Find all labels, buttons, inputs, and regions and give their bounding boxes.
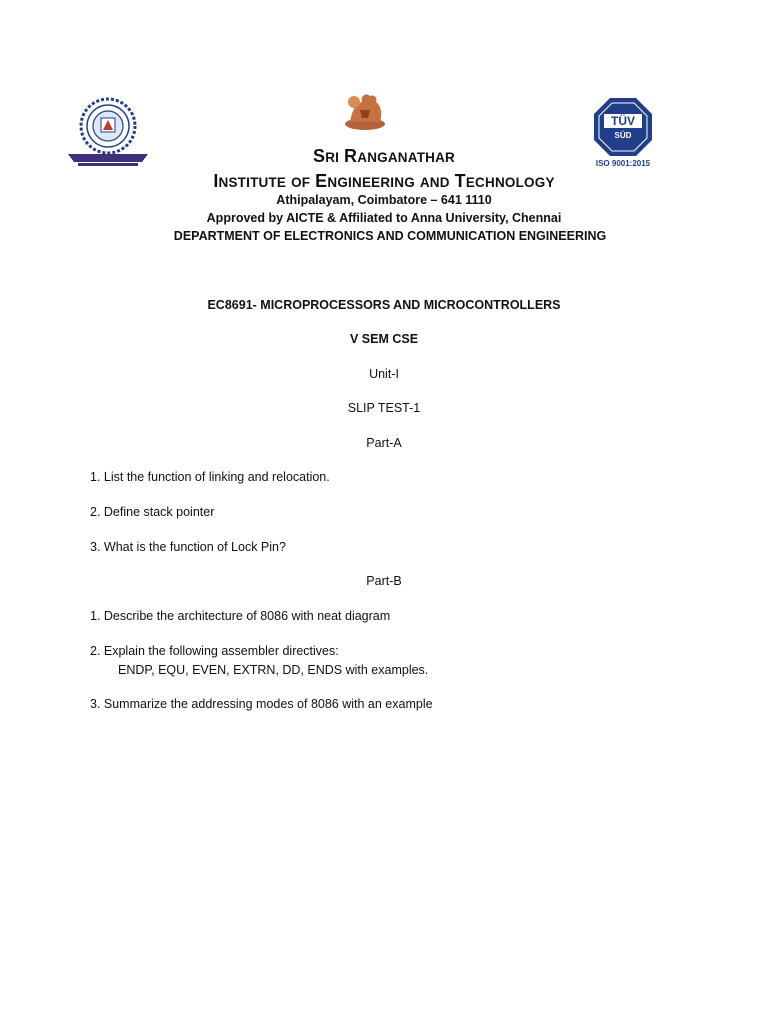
institution-name-line2 bbox=[0, 171, 768, 192]
question-subtext: ENDP, EQU, EVEN, EXTRN, DD, ENDS with examples. bbox=[118, 663, 429, 677]
sc-rest: NSTITUTE bbox=[218, 175, 287, 190]
part-a-question: 1. List the function of linking and relocation. bbox=[90, 470, 330, 484]
sc-word: OF bbox=[291, 175, 311, 190]
iso-caption: ISO 9001:2015 bbox=[595, 159, 651, 168]
part-a-title: Part-A bbox=[366, 436, 402, 450]
sc-rest: ANGANATHAR bbox=[357, 150, 455, 165]
test-label: SLIP TEST-1 bbox=[347, 401, 421, 415]
part-b-question bbox=[90, 644, 428, 677]
sc-rest: ECHNOLOGY bbox=[465, 175, 555, 190]
sc-initial: T bbox=[454, 171, 466, 191]
sc-initial: I bbox=[213, 171, 219, 191]
institution-name-line1 bbox=[0, 146, 768, 167]
sc-word: AND bbox=[419, 175, 450, 190]
part-a-question: 2. Define stack pointer bbox=[90, 505, 215, 519]
sc-initial: E bbox=[315, 171, 328, 191]
approval-line: Approved by AICTE & Affiliated to Anna University, Chennai bbox=[206, 211, 562, 225]
part-b-title: Part-B bbox=[366, 574, 402, 588]
department-line: DEPARTMENT OF ELECTRONICS AND COMMUNICATION ENGINEERING bbox=[173, 229, 607, 243]
course-title: EC8691- MICROPROCESSORS AND MICROCONTROLLERS bbox=[207, 298, 561, 312]
sc-rest: RI bbox=[325, 150, 340, 165]
institution-address: Athipalayam, Coimbatore – 641 1110 bbox=[276, 193, 492, 207]
emblem-logo bbox=[340, 90, 390, 132]
sc-initial: R bbox=[344, 146, 358, 166]
sc-rest: NGINEERING bbox=[327, 175, 415, 190]
semester-label: V SEM CSE bbox=[349, 332, 419, 346]
tuv-label: TÜV bbox=[611, 114, 635, 128]
sud-label: SÜD bbox=[614, 131, 632, 140]
sc-initial: S bbox=[312, 146, 326, 166]
part-b-question: 1. Describe the architecture of 8086 with neat diagram bbox=[90, 609, 391, 623]
question-text: 2. Explain the following assembler directives: bbox=[90, 644, 339, 658]
part-a-question: 3. What is the function of Lock Pin? bbox=[90, 540, 286, 554]
unit-label: Unit-I bbox=[369, 367, 399, 381]
part-b-question: 3. Summarize the addressing modes of 8086 with an example bbox=[90, 697, 433, 711]
